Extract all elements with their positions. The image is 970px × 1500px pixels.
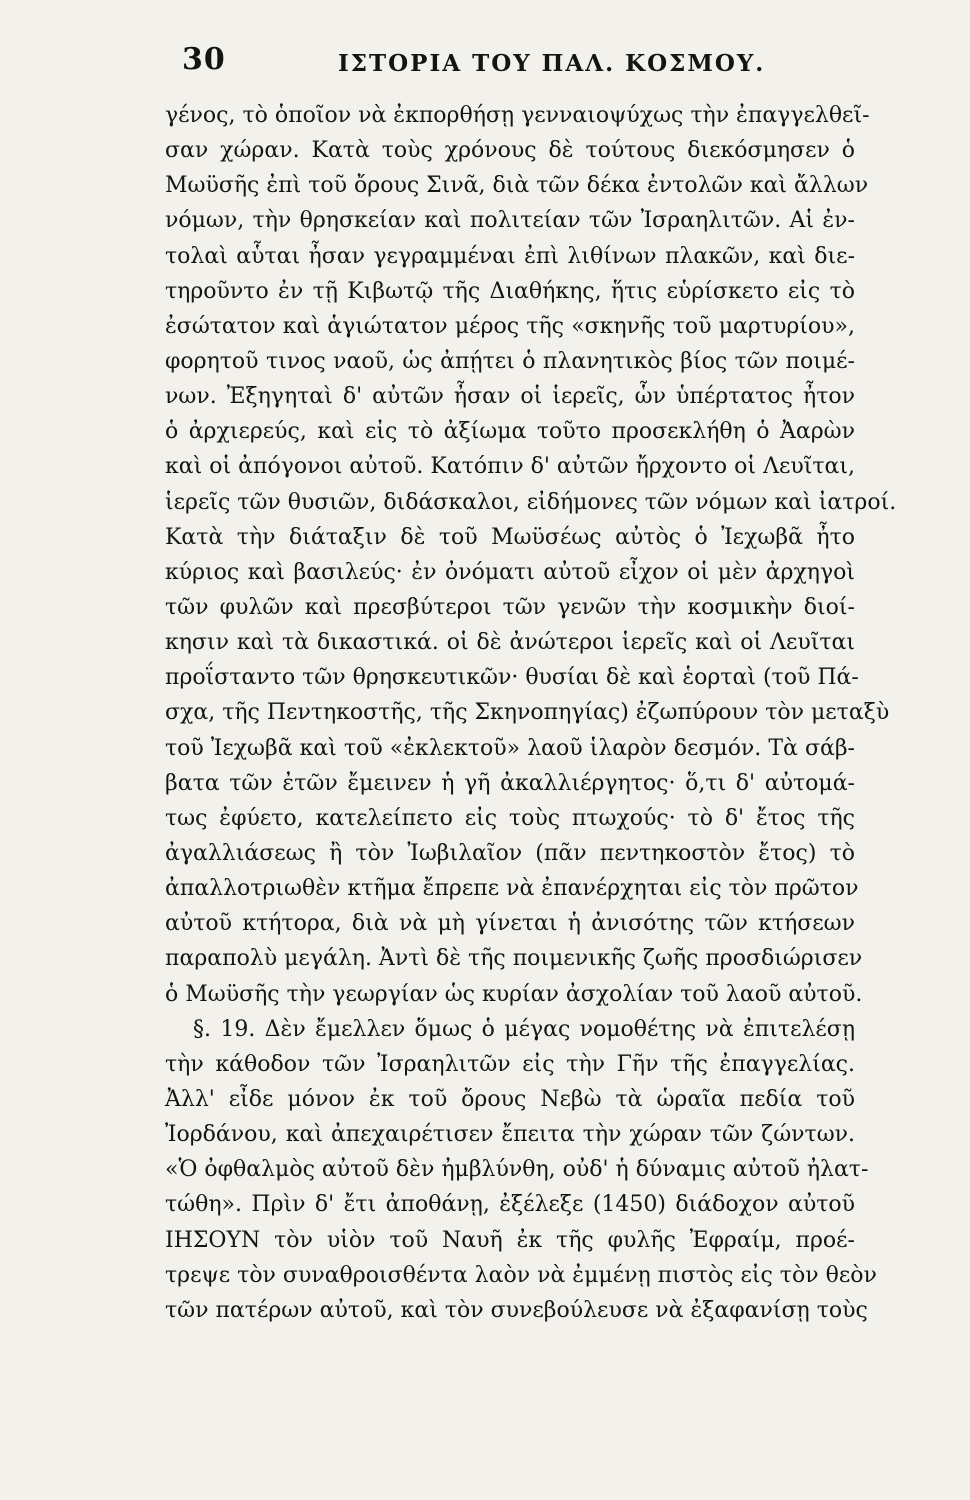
text-line: κύριος καὶ βασιλεύς· ἐν ὀνόματι αὐτοῦ εἶχον οἱ μὲν ἀρχηγοὶ bbox=[165, 559, 855, 585]
text-line: τοῦ Ἰεχωβᾶ καὶ τοῦ «ἐκλεκτοῦ» λαοῦ ἱλαρὸν δεσμόν. Τὰ σάβ- bbox=[165, 735, 855, 761]
text-line: τώθη». Πρὶν δ' ἔτι ἀποθάνῃ, ἐξέλεξε (1450) διάδοχον αὐτοῦ bbox=[165, 1192, 855, 1218]
text-line: βατα τῶν ἐτῶν ἔμεινεν ἡ γῆ ἀκαλλιέργητος· ὅ,τι δ' αὐτομά- bbox=[165, 770, 855, 796]
text-line: Ἀλλ' εἶδε μόνον ἐκ τοῦ ὄρους Νεβὼ τὰ ὡραῖα πεδία τοῦ bbox=[165, 1086, 855, 1112]
text-line: ΙΗΣΟΥΝ τὸν υἱὸν τοῦ Ναυῆ ἐκ τῆς φυλῆς Ἐφραίμ, προέ- bbox=[165, 1227, 855, 1253]
text-line: σαν χώραν. Κατὰ τοὺς χρόνους δὲ τούτους διεκόσμησεν ὁ bbox=[165, 138, 855, 164]
running-title: ΙΣΤΟΡΙΑ ΤΟΥ ΠΑΛ. ΚΟΣΜΟΥ. bbox=[338, 50, 766, 77]
text-line: κησιν καὶ τὰ δικαστικά. οἱ δὲ ἀνώτεροι ἱερεῖς καὶ οἱ Λευῖται bbox=[165, 630, 855, 656]
text-line: τρεψε τὸν συναθροισθέντα λαὸν νὰ ἐμμένῃ πιστὸς εἰς τὸν θεὸν bbox=[165, 1262, 877, 1288]
text-line: τηροῦντο ἐν τῇ Κιβωτῷ τῆς Διαθήκης, ἥτις εὑρίσκετο εἰς τὸ bbox=[165, 278, 855, 304]
text-line: νων. Ἐξηγηταὶ δ' αὐτῶν ἦσαν οἱ ἱερεῖς, ὧν ὑπέρτατος ἦτον bbox=[165, 384, 855, 410]
text-line: καὶ οἱ ἀπόγονοι αὐτοῦ. Κατόπιν δ' αὐτῶν ἤρχοντο οἱ Λευῖται, bbox=[165, 454, 855, 480]
text-line: ἀγαλλιάσεως ἢ τὸν Ἰωβιλαῖον (πᾶν πεντηκοστὸν ἔτος) τὸ bbox=[165, 840, 855, 866]
text-line: προΐσταντο τῶν θρησκευτικῶν· θυσίαι δὲ καὶ ἑορταὶ (τοῦ Πά- bbox=[165, 665, 859, 691]
text-line: Ἰορδάνου, καὶ ἀπεχαιρέτισεν ἔπειτα τὴν χώραν τῶν ζώντων. bbox=[165, 1122, 855, 1148]
text-line: Μωϋσῆς ἐπὶ τοῦ ὄρους Σινᾶ, διὰ τῶν δέκα ἐντολῶν καὶ ἄλλων bbox=[165, 173, 869, 199]
text-line: ἀπαλλοτριωθὲν κτῆμα ἔπρεπε νὰ ἐπανέρχηται εἰς τὸν πρῶτον bbox=[165, 876, 859, 902]
text-line: παραπολὺ μεγάλη. Ἀντὶ δὲ τῆς ποιμενικῆς ζωῆς προσδιώρισεν bbox=[165, 946, 863, 972]
text-line: αὐτοῦ κτήτορα, διὰ νὰ μὴ γίνεται ἡ ἀνισότης τῶν κτήσεων bbox=[165, 911, 855, 937]
text-line: τὴν κάθοδον τῶν Ἰσραηλιτῶν εἰς τὴν Γῆν τῆς ἐπαγγελίας. bbox=[165, 1051, 855, 1077]
text-line: τῶν φυλῶν καὶ πρεσβύτεροι τῶν γενῶν τὴν κοσμικὴν διοί- bbox=[165, 594, 855, 620]
text-line: τως ἐφύετο, κατελείπετο εἰς τοὺς πτωχούς· τὸ δ' ἔτος τῆς bbox=[165, 805, 855, 831]
text-line: τῶν πατέρων αὐτοῦ, καὶ τὸν συνεβούλευσε νὰ ἐξαφανίσῃ τοὺς bbox=[165, 1297, 868, 1323]
text-line: ὁ Μωϋσῆς τὴν γεωργίαν ὡς κυρίαν ἀσχολίαν τοῦ λαοῦ αὐτοῦ. bbox=[165, 981, 863, 1007]
text-line: Κατὰ τὴν διάταξιν δὲ τοῦ Μωϋσέως αὐτὸς ὁ Ἰεχωβᾶ ἦτο bbox=[165, 524, 855, 550]
body-text bbox=[165, 98, 897, 1328]
page-header bbox=[168, 42, 852, 90]
text-line: «Ὁ ὀφθαλμὸς αὐτοῦ δὲν ἠμβλύνθη, οὐδ' ἡ δύναμις αὐτοῦ ἠλατ- bbox=[165, 1157, 869, 1183]
text-line: ἱερεῖς τῶν θυσιῶν, διδάσκαλοι, εἰδήμονες τῶν νόμων καὶ ἰατροί. bbox=[165, 489, 897, 515]
page-number: 30 bbox=[182, 42, 226, 77]
section-heading-line: §. 19. Δὲν ἔμελλεν ὅμως ὁ μέγας νομοθέτης νὰ ἐπιτελέσῃ bbox=[193, 1016, 855, 1042]
text-line: τολαὶ αὗται ἦσαν γεγραμμέναι ἐπὶ λιθίνων πλακῶν, καὶ διε- bbox=[165, 243, 855, 269]
text-line: ὁ ἀρχιερεύς, καὶ εἰς τὸ ἀξίωμα τοῦτο προσεκλήθη ὁ Ἀαρὼν bbox=[165, 419, 855, 445]
text-line: νόμων, τὴν θρησκείαν καὶ πολιτείαν τῶν Ἰσραηλιτῶν. Αἱ ἐν- bbox=[165, 208, 855, 234]
text-line: φορητοῦ τινος ναοῦ, ὡς ἀπῄτει ὁ πλανητικὸς βίος τῶν ποιμέ- bbox=[165, 348, 855, 374]
text-line: γένος, τὸ ὁποῖον νὰ ἐκπορθήσῃ γενναιοψύχως τὴν ἐπαγγελθεῖ- bbox=[165, 103, 870, 128]
text-line: σχα, τῆς Πεντηκοστῆς, τῆς Σκηνοπηγίας) ἐζωπύρουν τὸν μεταξὺ bbox=[165, 700, 890, 726]
text-line: ἐσώτατον καὶ ἁγιώτατον μέρος τῆς «σκηνῆς τοῦ μαρτυρίου», bbox=[165, 313, 855, 339]
